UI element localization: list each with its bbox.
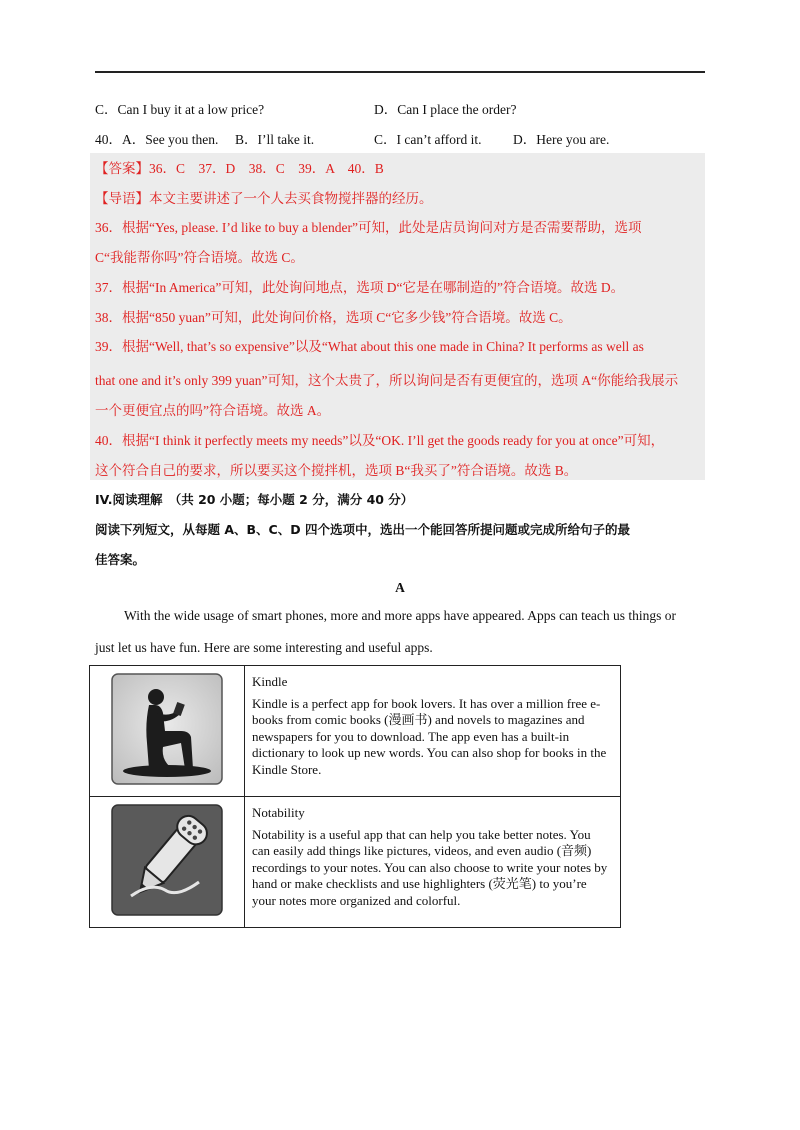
notability-image-cell (90, 797, 245, 928)
kindle-image-cell (90, 666, 245, 797)
notability-text-cell (245, 797, 621, 928)
passage-paragraph-line1: With the wide usage of smart phones, more and more apps have appeared. Apps can teach us things or (124, 608, 677, 623)
passage-paragraph-line2: just let us have fun. Here are some interesting and useful apps. (95, 640, 433, 655)
header-rule (95, 71, 705, 73)
kindle-reader-icon (111, 673, 223, 785)
instructions-line2: 佳答案。 (95, 552, 146, 567)
table-row (90, 797, 621, 928)
answer-key: 【答案】36．C 37．D 38．C 39．A 40．B (95, 161, 384, 176)
explanation-39-line3: 一个更便宜点的吗”符合语境。故选 A。 (95, 403, 331, 418)
explanation-39-line2: that one and it’s only 399 yuan”可知，这个太贵了，所以询问是否有更便宜的，选项 A“你能给我展示 (95, 373, 679, 388)
kindle-text-cell (245, 666, 621, 797)
kindle-app-description: Kindle is a perfect app for book lovers. It has over a million free e-books from comic books (漫画书) and novels to magazines and newspapers for you to download. The app even has a built-in dictionary to look up new words. You can also shop for books in the Kindle Store. (252, 695, 607, 777)
explanation-36-line1: 36．根据“Yes, please. I’d like to buy a blender”可知，此处是店员询问对方是否需要帮助，选项 (95, 220, 642, 235)
notability-pencil-icon (111, 804, 223, 916)
q40-option-d: D．Here you are. (513, 132, 610, 147)
table-row (90, 666, 621, 797)
notability-app-description: Notability is a useful app that can help you take better notes. You can easily add things like pictures, videos, and even audio (音频) recordings to your notes. You can also choose to write your notes by hand or make checklists and use highlighters (荧光笔) to you’re your notes more organized and colorful. (252, 826, 608, 908)
explanation-38: 38．根据“850 yuan”可知，此处询问价格，选项 C“它多少钱”符合语境。故选 C。 (95, 310, 572, 325)
notability-app-name: Notability (252, 805, 305, 820)
q39-option-c: C．Can I buy it at a low price? (95, 102, 265, 117)
passage-letter: A (395, 580, 405, 595)
explanation-37: 37．根据“In America”可知，此处询问地点，选项 D“它是在哪制造的”符合语境。故选 D。 (95, 280, 625, 295)
explanation-39-line1: 39．根据“Well, that’s so expensive”以及“What about this one made in China? It performs as well as (95, 339, 644, 354)
instructions-line1: 阅读下列短文，从每题 A、B、C、D 四个选项中，选出一个能回答所提问题或完成所给句子的最 (95, 522, 630, 537)
q39-option-d: D．Can I place the order? (374, 102, 517, 117)
explanation-40-line2: 这个符合自己的要求，所以要买这个搅拌机，选项 B“我买了”符合语境。故选 B。 (95, 463, 578, 478)
kindle-app-name: Kindle (252, 674, 288, 689)
apps-table (89, 665, 621, 928)
q40-option-c: C．I can’t afford it. (374, 132, 482, 147)
q40-option-a: 40．A．See you then. (95, 132, 219, 147)
q40-option-b: B．I’ll take it. (235, 132, 315, 147)
explanation-40-line1: 40．根据“I think it perfectly meets my needs”以及“OK. I’ll get the goods ready for you at once”可知， (95, 433, 665, 448)
explanation-36-line2: C“我能帮你吗”符合语境。故选 C。 (95, 250, 304, 265)
section-heading: IV.阅读理解 （共 20 小题；每小题 2 分，满分 40 分） (95, 492, 414, 507)
guide-text: 【导语】本文主要讲述了一个人去买食物搅拌器的经历。 (95, 191, 433, 206)
